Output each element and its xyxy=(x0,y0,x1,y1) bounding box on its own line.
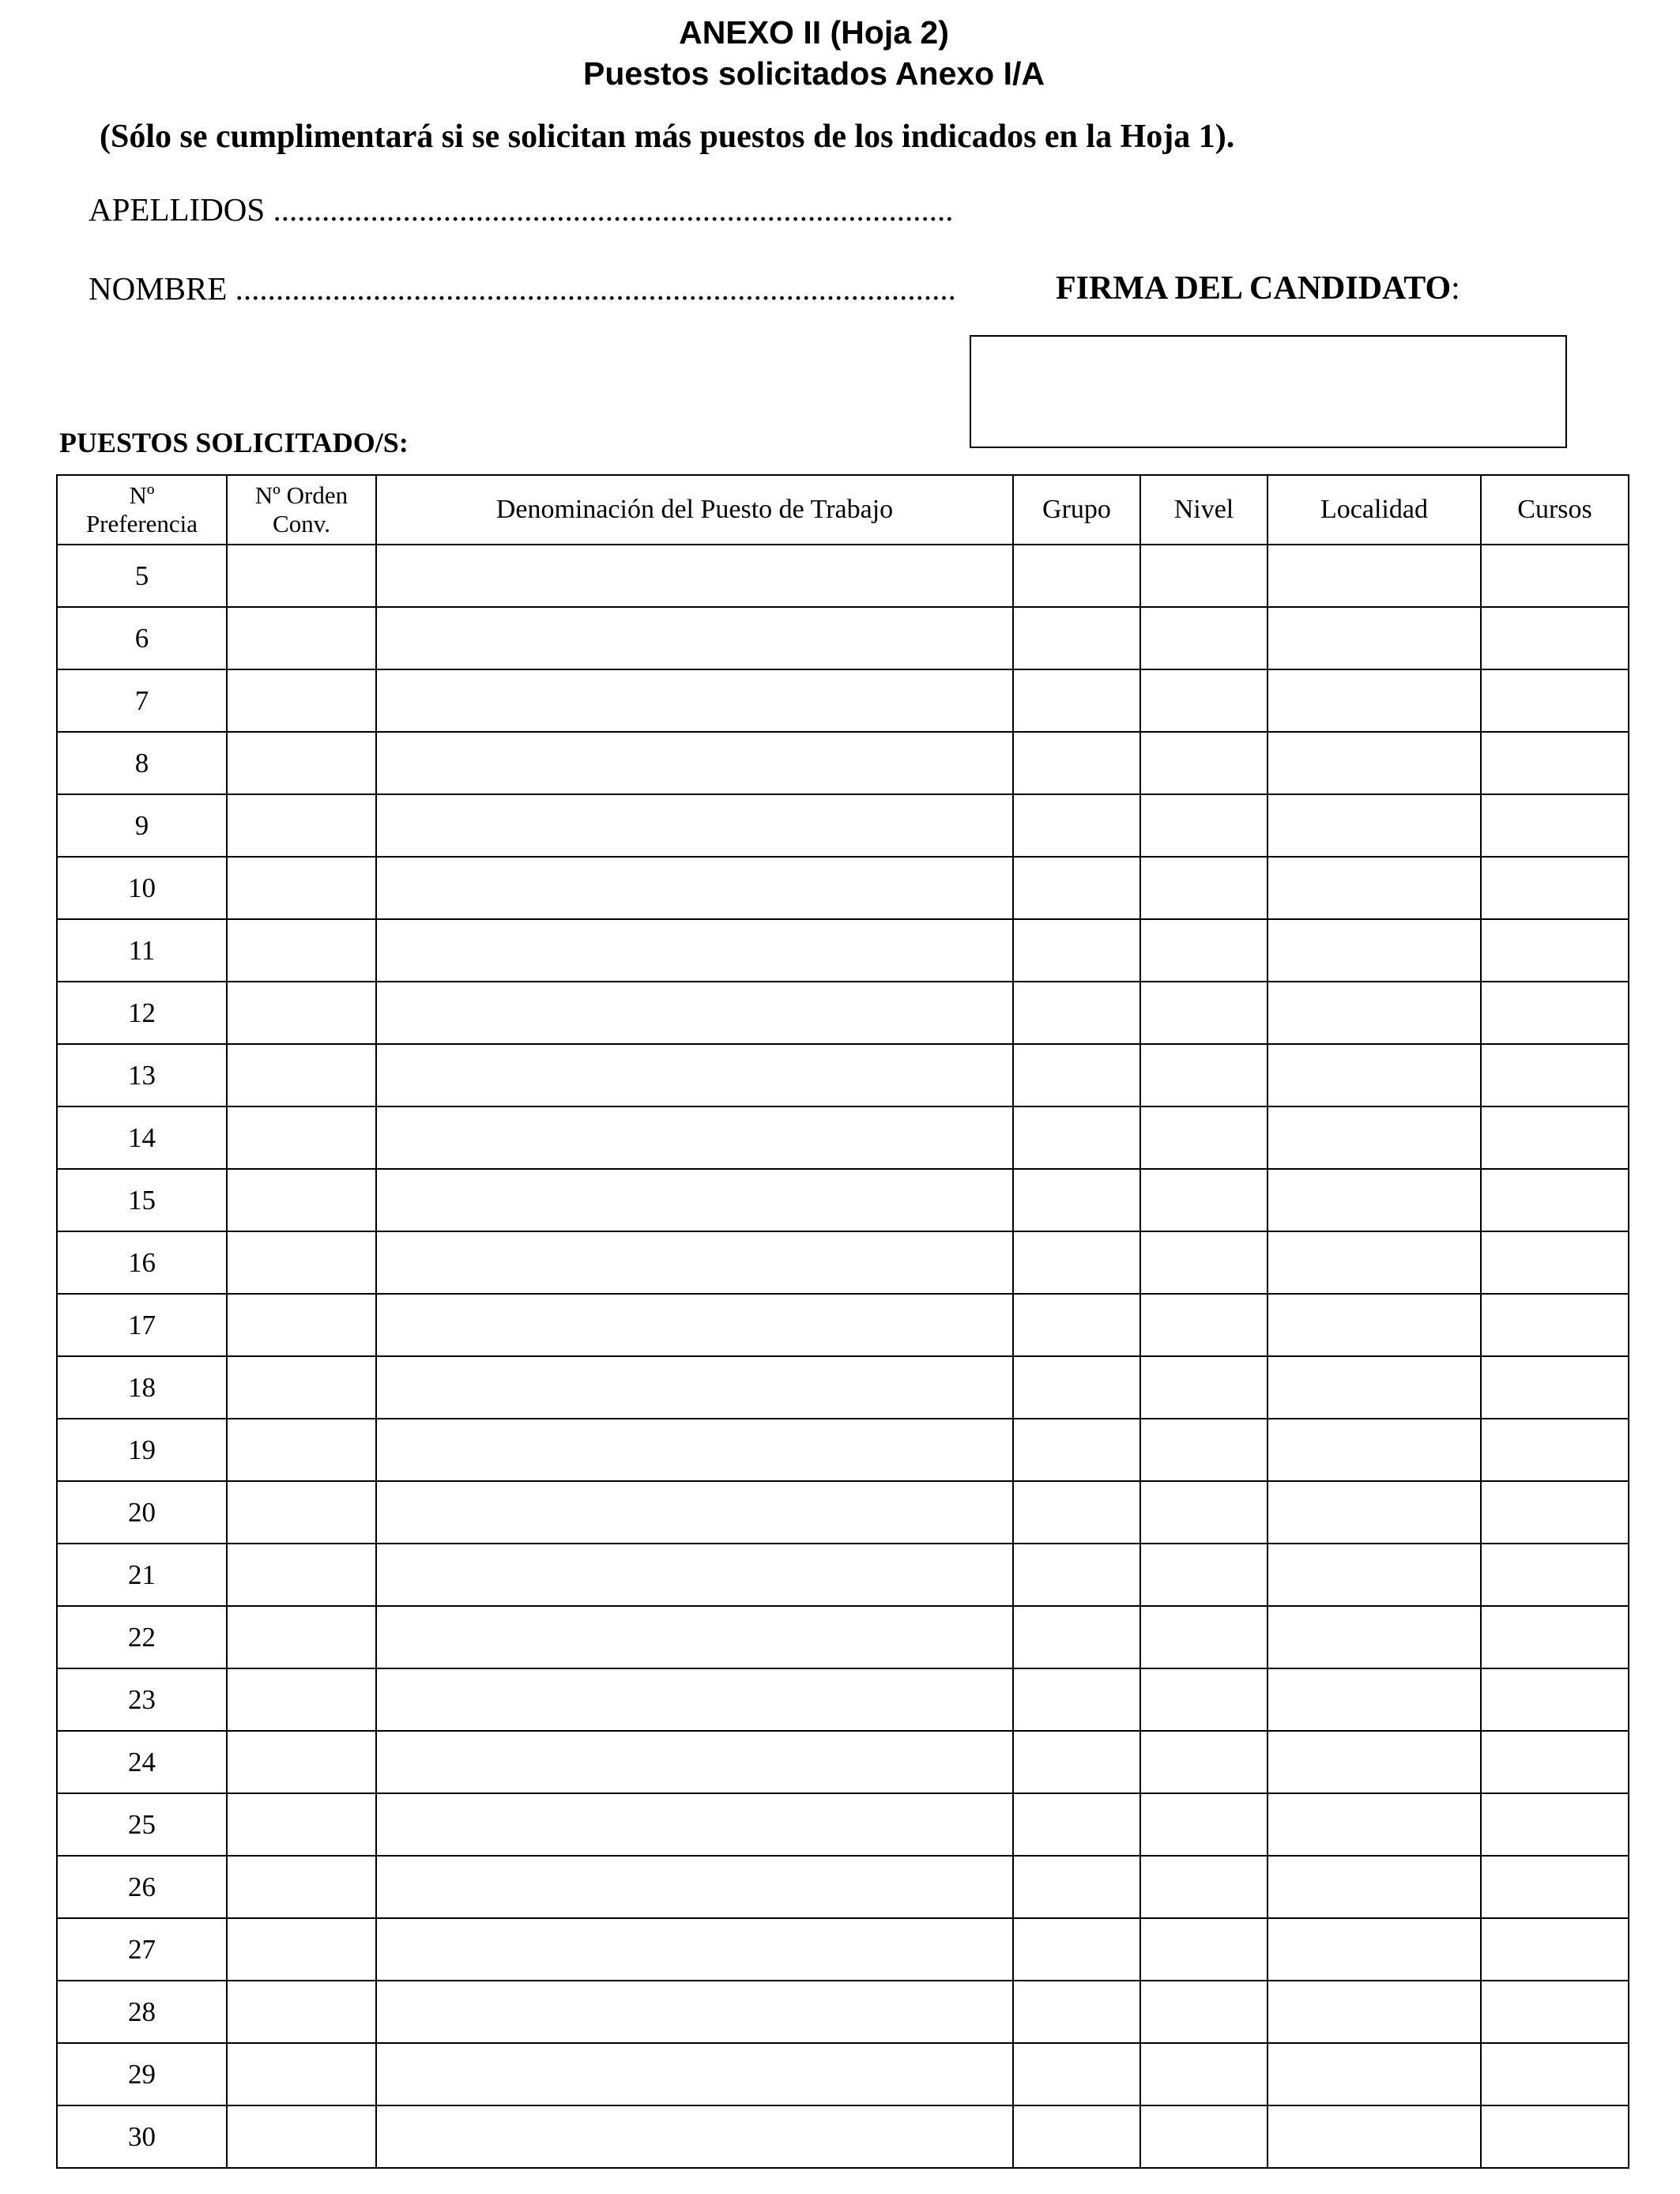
denominacion-cell[interactable] xyxy=(376,1606,1013,1668)
table-row xyxy=(57,1668,1629,1731)
preferencia-number-cell: 17 xyxy=(57,1294,227,1356)
localidad-cell[interactable] xyxy=(1268,607,1481,669)
localidad-cell[interactable] xyxy=(1268,982,1481,1044)
grupo-cell[interactable] xyxy=(1013,1231,1140,1294)
table-row xyxy=(57,1481,1629,1544)
denominacion-cell[interactable] xyxy=(376,1731,1013,1793)
header-orden-line2: Conv. xyxy=(273,510,330,537)
localidad-cell[interactable] xyxy=(1268,1481,1481,1544)
localidad-cell[interactable] xyxy=(1268,1731,1481,1793)
orden-cell[interactable] xyxy=(227,1044,376,1106)
preferencia-number-cell: 9 xyxy=(57,794,227,857)
localidad-cell[interactable] xyxy=(1268,1419,1481,1481)
localidad-cell[interactable] xyxy=(1268,1793,1481,1856)
header-cursos: Cursos xyxy=(1481,475,1629,545)
localidad-cell[interactable] xyxy=(1268,1544,1481,1606)
table-row xyxy=(57,1419,1629,1481)
nivel-cell[interactable] xyxy=(1140,2043,1268,2105)
orden-cell[interactable] xyxy=(227,919,376,982)
grupo-cell[interactable] xyxy=(1013,1731,1140,1793)
nivel-cell[interactable] xyxy=(1140,1606,1268,1668)
preferencia-number-cell: 27 xyxy=(57,1918,227,1981)
cursos-cell[interactable] xyxy=(1481,669,1629,732)
preferencia-number-cell: 16 xyxy=(57,1231,227,1294)
denominacion-cell[interactable] xyxy=(376,1856,1013,1918)
preferencia-number-cell: 12 xyxy=(57,982,227,1044)
orden-cell[interactable] xyxy=(227,1481,376,1544)
orden-cell[interactable] xyxy=(227,1793,376,1856)
orden-cell[interactable] xyxy=(227,1668,376,1731)
orden-cell[interactable] xyxy=(227,1294,376,1356)
table-row xyxy=(57,919,1629,982)
orden-cell[interactable] xyxy=(227,1918,376,1981)
nivel-cell[interactable] xyxy=(1140,1668,1268,1731)
cursos-cell[interactable] xyxy=(1481,2043,1629,2105)
grupo-cell[interactable] xyxy=(1013,1419,1140,1481)
grupo-cell[interactable] xyxy=(1013,1044,1140,1106)
table-body xyxy=(57,545,1629,2168)
cursos-cell[interactable] xyxy=(1481,2105,1629,2168)
cursos-cell[interactable] xyxy=(1481,1793,1629,1856)
table-row xyxy=(57,1356,1629,1419)
table-row xyxy=(57,1981,1629,2043)
cursos-cell[interactable] xyxy=(1481,919,1629,982)
preferencia-number-cell: 19 xyxy=(57,1419,227,1481)
table-row xyxy=(57,794,1629,857)
grupo-cell[interactable] xyxy=(1013,1294,1140,1356)
orden-cell[interactable] xyxy=(227,982,376,1044)
header-nivel: Nivel xyxy=(1140,475,1268,545)
grupo-cell[interactable] xyxy=(1013,1981,1140,2043)
denominacion-cell[interactable] xyxy=(376,1106,1013,1169)
grupo-cell[interactable] xyxy=(1013,1169,1140,1231)
denominacion-cell[interactable] xyxy=(376,2105,1013,2168)
orden-cell[interactable] xyxy=(227,1981,376,2043)
cursos-cell[interactable] xyxy=(1481,1106,1629,1169)
grupo-cell[interactable] xyxy=(1013,607,1140,669)
localidad-cell[interactable] xyxy=(1268,857,1481,919)
grupo-cell[interactable] xyxy=(1013,857,1140,919)
orden-cell[interactable] xyxy=(227,1169,376,1231)
preferencia-number-cell: 14 xyxy=(57,1106,227,1169)
header-denominacion: Denominación del Puesto de Trabajo xyxy=(376,475,1013,545)
orden-cell[interactable] xyxy=(227,794,376,857)
nivel-cell[interactable] xyxy=(1140,669,1268,732)
cursos-cell[interactable] xyxy=(1481,732,1629,794)
cursos-cell[interactable] xyxy=(1481,1981,1629,2043)
nivel-cell[interactable] xyxy=(1140,919,1268,982)
cursos-cell[interactable] xyxy=(1481,1231,1629,1294)
table-row xyxy=(57,1169,1629,1231)
preferencia-number-cell: 20 xyxy=(57,1481,227,1544)
nivel-cell[interactable] xyxy=(1140,1231,1268,1294)
grupo-cell[interactable] xyxy=(1013,669,1140,732)
denominacion-cell[interactable] xyxy=(376,1044,1013,1106)
preferencia-number-cell: 8 xyxy=(57,732,227,794)
nivel-cell[interactable] xyxy=(1140,1793,1268,1856)
preferencia-number-cell: 28 xyxy=(57,1981,227,2043)
grupo-cell[interactable] xyxy=(1013,1668,1140,1731)
table-row xyxy=(57,982,1629,1044)
cursos-cell[interactable] xyxy=(1481,1481,1629,1544)
cursos-cell[interactable] xyxy=(1481,982,1629,1044)
nivel-cell[interactable] xyxy=(1140,1981,1268,2043)
table-row xyxy=(57,1793,1629,1856)
nivel-cell[interactable] xyxy=(1140,1294,1268,1356)
orden-cell[interactable] xyxy=(227,1356,376,1419)
table-row xyxy=(57,857,1629,919)
preferencia-number-cell: 10 xyxy=(57,857,227,919)
header-orden-line1: Nº Orden xyxy=(254,481,348,509)
localidad-cell[interactable] xyxy=(1268,1981,1481,2043)
grupo-cell[interactable] xyxy=(1013,1544,1140,1606)
denominacion-cell[interactable] xyxy=(376,857,1013,919)
nivel-cell[interactable] xyxy=(1140,1481,1268,1544)
nivel-cell[interactable] xyxy=(1140,1856,1268,1918)
grupo-cell[interactable] xyxy=(1013,1793,1140,1856)
instruction-note: (Sólo se cumplimentará si se solicitan más puestos de los indicados en la Hoja 1). xyxy=(100,119,1235,155)
table-row xyxy=(57,607,1629,669)
header-preferencia-line1: Nº xyxy=(129,481,155,509)
grupo-cell[interactable] xyxy=(1013,794,1140,857)
preferencia-number-cell: 29 xyxy=(57,2043,227,2105)
preferencia-number-cell: 6 xyxy=(57,607,227,669)
orden-cell[interactable] xyxy=(227,2105,376,2168)
denominacion-cell[interactable] xyxy=(376,1544,1013,1606)
orden-cell[interactable] xyxy=(227,1106,376,1169)
localidad-cell[interactable] xyxy=(1268,1918,1481,1981)
denominacion-cell[interactable] xyxy=(376,794,1013,857)
orden-cell[interactable] xyxy=(227,669,376,732)
nivel-cell[interactable] xyxy=(1140,1731,1268,1793)
cursos-cell[interactable] xyxy=(1481,1044,1629,1106)
cursos-cell[interactable] xyxy=(1481,607,1629,669)
orden-cell[interactable] xyxy=(227,732,376,794)
preferencia-number-cell: 26 xyxy=(57,1856,227,1918)
localidad-cell[interactable] xyxy=(1268,1106,1481,1169)
orden-cell[interactable] xyxy=(227,1231,376,1294)
header-preferencia-line2: Preferencia xyxy=(85,510,198,537)
cursos-cell[interactable] xyxy=(1481,1169,1629,1231)
denominacion-cell[interactable] xyxy=(376,607,1013,669)
table-row xyxy=(57,732,1629,794)
nivel-cell[interactable] xyxy=(1140,2105,1268,2168)
denominacion-cell[interactable] xyxy=(376,919,1013,982)
signature-box[interactable] xyxy=(970,335,1567,448)
orden-cell[interactable] xyxy=(227,607,376,669)
localidad-cell[interactable] xyxy=(1268,794,1481,857)
localidad-cell[interactable] xyxy=(1268,1169,1481,1231)
table-row xyxy=(57,1918,1629,1981)
localidad-cell[interactable] xyxy=(1268,545,1481,607)
cursos-cell[interactable] xyxy=(1481,1668,1629,1731)
denominacion-cell[interactable] xyxy=(376,732,1013,794)
nivel-cell[interactable] xyxy=(1140,1356,1268,1419)
grupo-cell[interactable] xyxy=(1013,1356,1140,1419)
orden-cell[interactable] xyxy=(227,857,376,919)
orden-cell[interactable] xyxy=(227,545,376,607)
cursos-cell[interactable] xyxy=(1481,545,1629,607)
preferencia-number-cell: 5 xyxy=(57,545,227,607)
table-row xyxy=(57,1106,1629,1169)
grupo-cell[interactable] xyxy=(1013,2105,1140,2168)
nivel-cell[interactable] xyxy=(1140,1106,1268,1169)
apellidos-field[interactable]: APELLIDOS .................................................................................... xyxy=(89,191,954,228)
nivel-cell[interactable] xyxy=(1140,1419,1268,1481)
denominacion-cell[interactable] xyxy=(376,1169,1013,1231)
grupo-cell[interactable] xyxy=(1013,1481,1140,1544)
grupo-cell[interactable] xyxy=(1013,919,1140,982)
cursos-cell[interactable] xyxy=(1481,1856,1629,1918)
grupo-cell[interactable] xyxy=(1013,1606,1140,1668)
header-grupo: Grupo xyxy=(1013,475,1140,545)
grupo-cell[interactable] xyxy=(1013,1856,1140,1918)
localidad-cell[interactable] xyxy=(1268,1231,1481,1294)
denominacion-cell[interactable] xyxy=(376,1419,1013,1481)
localidad-cell[interactable] xyxy=(1268,732,1481,794)
cursos-cell[interactable] xyxy=(1481,1356,1629,1419)
grupo-cell[interactable] xyxy=(1013,732,1140,794)
denominacion-cell[interactable] xyxy=(376,1231,1013,1294)
puestos-table xyxy=(56,474,1629,2169)
denominacion-cell[interactable] xyxy=(376,1793,1013,1856)
nivel-cell[interactable] xyxy=(1140,982,1268,1044)
cursos-cell[interactable] xyxy=(1481,1606,1629,1668)
orden-cell[interactable] xyxy=(227,1856,376,1918)
preferencia-number-cell: 22 xyxy=(57,1606,227,1668)
orden-cell[interactable] xyxy=(227,2043,376,2105)
preferencia-number-cell: 18 xyxy=(57,1356,227,1419)
nivel-cell[interactable] xyxy=(1140,732,1268,794)
nivel-cell[interactable] xyxy=(1140,545,1268,607)
preferencia-number-cell: 11 xyxy=(57,919,227,982)
table-row xyxy=(57,1544,1629,1606)
orden-cell[interactable] xyxy=(227,1606,376,1668)
firma-label xyxy=(1056,269,1460,308)
header-preferencia xyxy=(57,475,227,545)
localidad-cell[interactable] xyxy=(1268,1294,1481,1356)
denominacion-cell[interactable] xyxy=(376,2043,1013,2105)
preferencia-number-cell: 13 xyxy=(57,1044,227,1106)
table-row xyxy=(57,2043,1629,2105)
grupo-cell[interactable] xyxy=(1013,2043,1140,2105)
localidad-cell[interactable] xyxy=(1268,1856,1481,1918)
table-row xyxy=(57,1294,1629,1356)
nivel-cell[interactable] xyxy=(1140,1544,1268,1606)
grupo-cell[interactable] xyxy=(1013,1918,1140,1981)
cursos-cell[interactable] xyxy=(1481,1419,1629,1481)
denominacion-cell[interactable] xyxy=(376,669,1013,732)
cursos-cell[interactable] xyxy=(1481,1731,1629,1793)
localidad-cell[interactable] xyxy=(1268,1668,1481,1731)
localidad-cell[interactable] xyxy=(1268,1606,1481,1668)
nivel-cell[interactable] xyxy=(1140,857,1268,919)
preferencia-number-cell: 24 xyxy=(57,1731,227,1793)
section-label: PUESTOS SOLICITADO/S: xyxy=(59,427,409,458)
nombre-field[interactable]: NOMBRE ......................................................................................... xyxy=(89,270,956,307)
table-row xyxy=(57,1231,1629,1294)
orden-cell[interactable] xyxy=(227,1544,376,1606)
localidad-cell[interactable] xyxy=(1268,1044,1481,1106)
localidad-cell[interactable] xyxy=(1268,669,1481,732)
localidad-cell[interactable] xyxy=(1268,1356,1481,1419)
denominacion-cell[interactable] xyxy=(376,982,1013,1044)
grupo-cell[interactable] xyxy=(1013,1106,1140,1169)
denominacion-cell[interactable] xyxy=(376,1481,1013,1544)
orden-cell[interactable] xyxy=(227,1731,376,1793)
preferencia-number-cell: 30 xyxy=(57,2105,227,2168)
denominacion-cell[interactable] xyxy=(376,1294,1013,1356)
cursos-cell[interactable] xyxy=(1481,1544,1629,1606)
denominacion-cell[interactable] xyxy=(376,1356,1013,1419)
preferencia-number-cell: 15 xyxy=(57,1169,227,1231)
preferencia-number-cell: 21 xyxy=(57,1544,227,1606)
localidad-cell[interactable] xyxy=(1268,2043,1481,2105)
orden-cell[interactable] xyxy=(227,1419,376,1481)
preferencia-number-cell: 25 xyxy=(57,1793,227,1856)
table-row xyxy=(57,669,1629,732)
localidad-cell[interactable] xyxy=(1268,2105,1481,2168)
table-header-row xyxy=(57,475,1629,545)
nivel-cell[interactable] xyxy=(1140,1169,1268,1231)
firma-colon: : xyxy=(1451,270,1460,307)
cursos-cell[interactable] xyxy=(1481,857,1629,919)
table-row xyxy=(57,1731,1629,1793)
nivel-cell[interactable] xyxy=(1140,794,1268,857)
nivel-cell[interactable] xyxy=(1140,607,1268,669)
cursos-cell[interactable] xyxy=(1481,794,1629,857)
nivel-cell[interactable] xyxy=(1140,1918,1268,1981)
denominacion-cell[interactable] xyxy=(376,545,1013,607)
cursos-cell[interactable] xyxy=(1481,1294,1629,1356)
localidad-cell[interactable] xyxy=(1268,919,1481,982)
cursos-cell[interactable] xyxy=(1481,1918,1629,1981)
table-row xyxy=(57,1044,1629,1106)
preferencia-number-cell: 7 xyxy=(57,669,227,732)
header-localidad: Localidad xyxy=(1268,475,1481,545)
table-row xyxy=(57,1856,1629,1918)
preferencia-number-cell: 23 xyxy=(57,1668,227,1731)
table-row xyxy=(57,1606,1629,1668)
document-title: ANEXO II (Hoja 2) xyxy=(679,14,949,51)
denominacion-cell[interactable] xyxy=(376,1668,1013,1731)
document-subtitle: Puestos solicitados Anexo I/A xyxy=(582,55,1045,92)
grupo-cell[interactable] xyxy=(1013,982,1140,1044)
table-row xyxy=(57,2105,1629,2168)
denominacion-cell[interactable] xyxy=(376,1918,1013,1981)
denominacion-cell[interactable] xyxy=(376,1981,1013,2043)
firma-label-text: FIRMA DEL CANDIDATO xyxy=(1056,270,1452,307)
table-row xyxy=(57,545,1629,607)
grupo-cell[interactable] xyxy=(1013,545,1140,607)
nivel-cell[interactable] xyxy=(1140,1044,1268,1106)
header-orden xyxy=(227,475,376,545)
